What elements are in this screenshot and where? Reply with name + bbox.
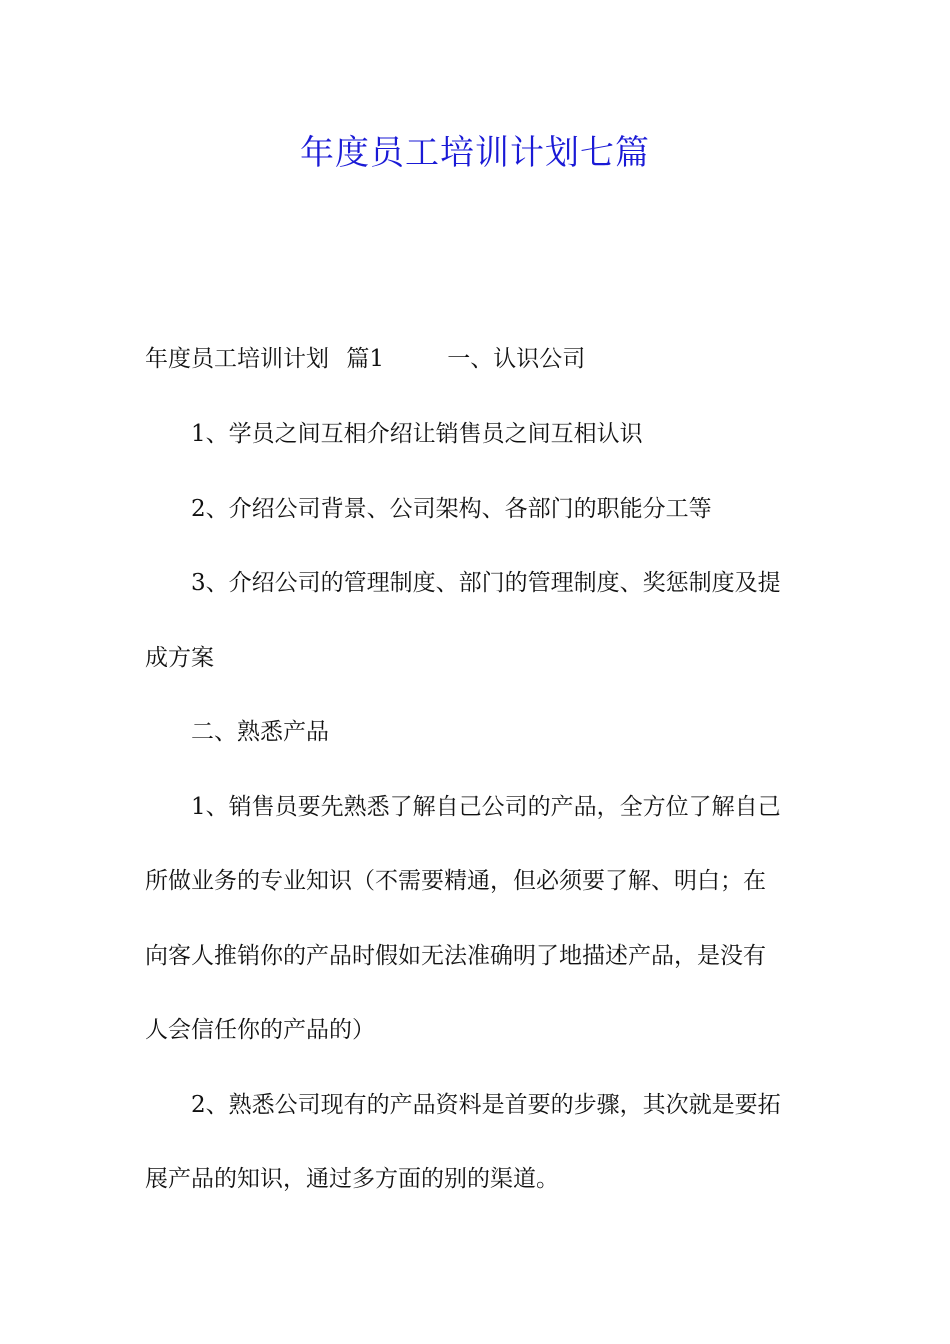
paragraph-line: 人会信任你的产品的） — [145, 1017, 375, 1043]
paragraph-line: 展产品的知识，通过多方面的别的渠道。 — [145, 1166, 559, 1192]
section-heading: 二、熟悉产品 — [191, 719, 329, 745]
paragraph-line: 所做业务的专业知识（不需要精通，但必须要了解、明白；在 — [145, 868, 766, 894]
paragraph-line: 向客人推销你的产品时假如无法准确明了地描述产品，是没有 — [145, 943, 766, 969]
paragraph-line: 2、熟悉公司现有的产品资料是首要的步骤，其次就是要拓 — [191, 1092, 781, 1118]
paragraph-line: 1、销售员要先熟悉了解自己公司的产品，全方位了解自己 — [191, 794, 781, 820]
paragraph-line: 1、学员之间互相介绍让销售员之间互相认识 — [191, 421, 643, 447]
paragraph-line: 成方案 — [145, 645, 214, 671]
heading-line — [145, 344, 585, 374]
page-title: 年度员工培训计划七篇 — [300, 133, 650, 173]
paragraph-line: 3、介绍公司的管理制度、部门的管理制度、奖惩制度及提 — [191, 570, 781, 596]
part-label: 篇1 — [346, 346, 384, 372]
section-label: 年度员工培训计划 — [145, 346, 329, 372]
paragraph-line: 2、介绍公司背景、公司架构、各部门的职能分工等 — [191, 496, 712, 522]
section-heading: 一、认识公司 — [447, 346, 586, 372]
